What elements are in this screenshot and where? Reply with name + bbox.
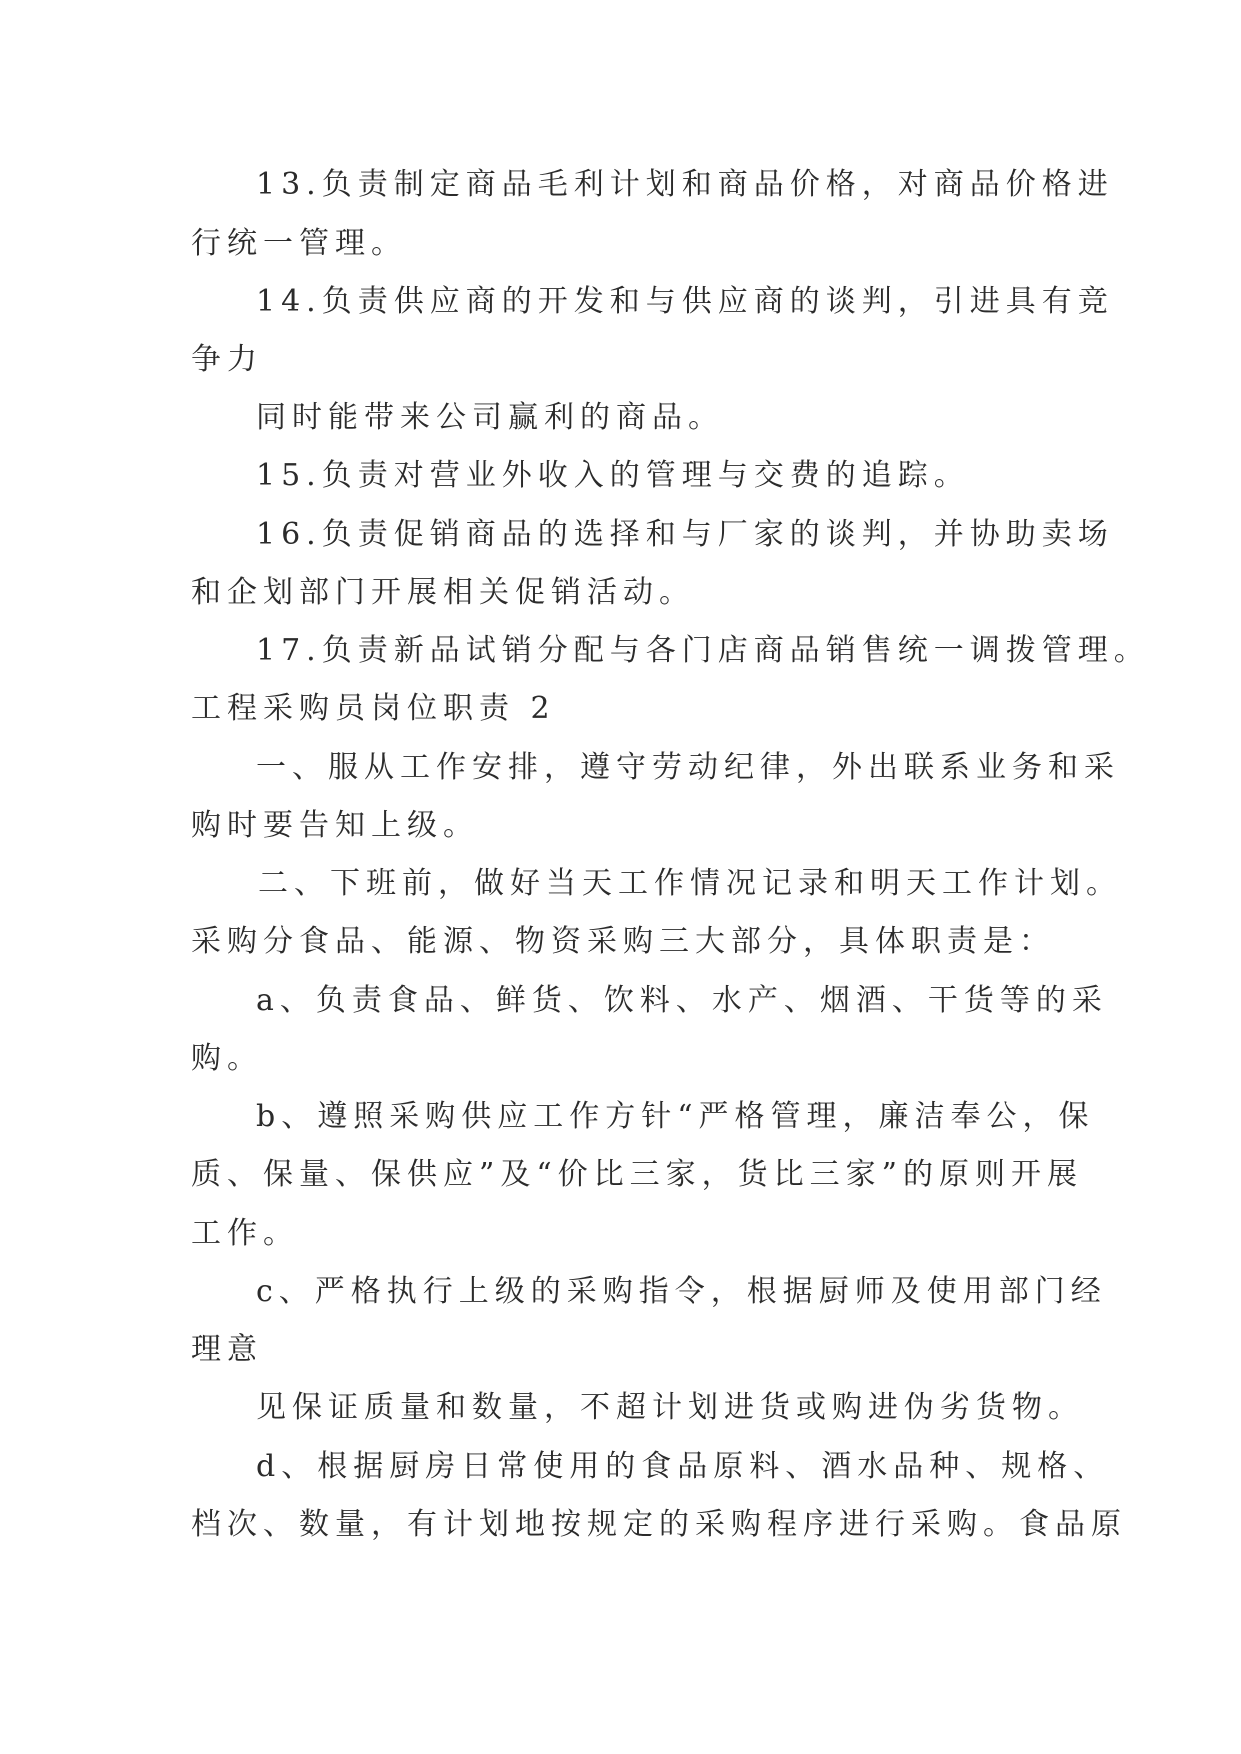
text-line: d、根据厨房日常使用的食品原料、酒水品种、规格、	[256, 1449, 1110, 1484]
text-line: 13.负责制定商品毛利计划和商品价格，对商品价格进	[256, 167, 1114, 202]
text-line: 采购分食品、能源、物资采购三大部分，具体职责是：	[191, 924, 1055, 959]
text-line: 争力	[191, 342, 263, 377]
text-line: 和企划部门开展相关促销活动。	[191, 575, 695, 610]
text-line: 二、下班前，做好当天工作情况记录和明天工作计划。	[258, 866, 1122, 901]
text-line: 工作。	[191, 1216, 299, 1251]
text-line: 档次、数量，有计划地按规定的采购程序进行采购。食品原	[191, 1507, 1127, 1542]
section-heading: 工程采购员岗位职责 2	[191, 691, 556, 726]
text-line: 见保证质量和数量，不超计划进货或购进伪劣货物。	[256, 1390, 1084, 1425]
text-line: 15.负责对营业外收入的管理与交费的追踪。	[256, 458, 970, 493]
text-line: 17.负责新品试销分配与各门店商品销售统一调拨管理。	[256, 633, 1150, 668]
text-line: 购。	[191, 1041, 263, 1076]
text-line: 理意	[191, 1332, 263, 1367]
text-line: 质、保量、保供应”及“价比三家，货比三家”的原则开展	[191, 1157, 1084, 1192]
text-line: 行统一管理。	[191, 226, 407, 261]
text-line: c、严格执行上级的采购指令，根据厨师及使用部门经	[256, 1274, 1107, 1309]
text-line: 16.负责促销商品的选择和与厂家的谈判，并协助卖场	[256, 517, 1114, 552]
text-line: 购时要告知上级。	[191, 808, 479, 843]
text-line: 14.负责供应商的开发和与供应商的谈判，引进具有竞	[256, 284, 1114, 319]
text-line: 同时能带来公司赢利的商品。	[256, 400, 724, 435]
text-line: 一、服从工作安排，遵守劳动纪律，外出联系业务和采	[256, 750, 1120, 785]
text-line: b、遵照采购供应工作方针“严格管理，廉洁奉公，保	[256, 1099, 1095, 1134]
text-line: a、负责食品、鲜货、饮料、水产、烟酒、干货等的采	[256, 983, 1108, 1018]
